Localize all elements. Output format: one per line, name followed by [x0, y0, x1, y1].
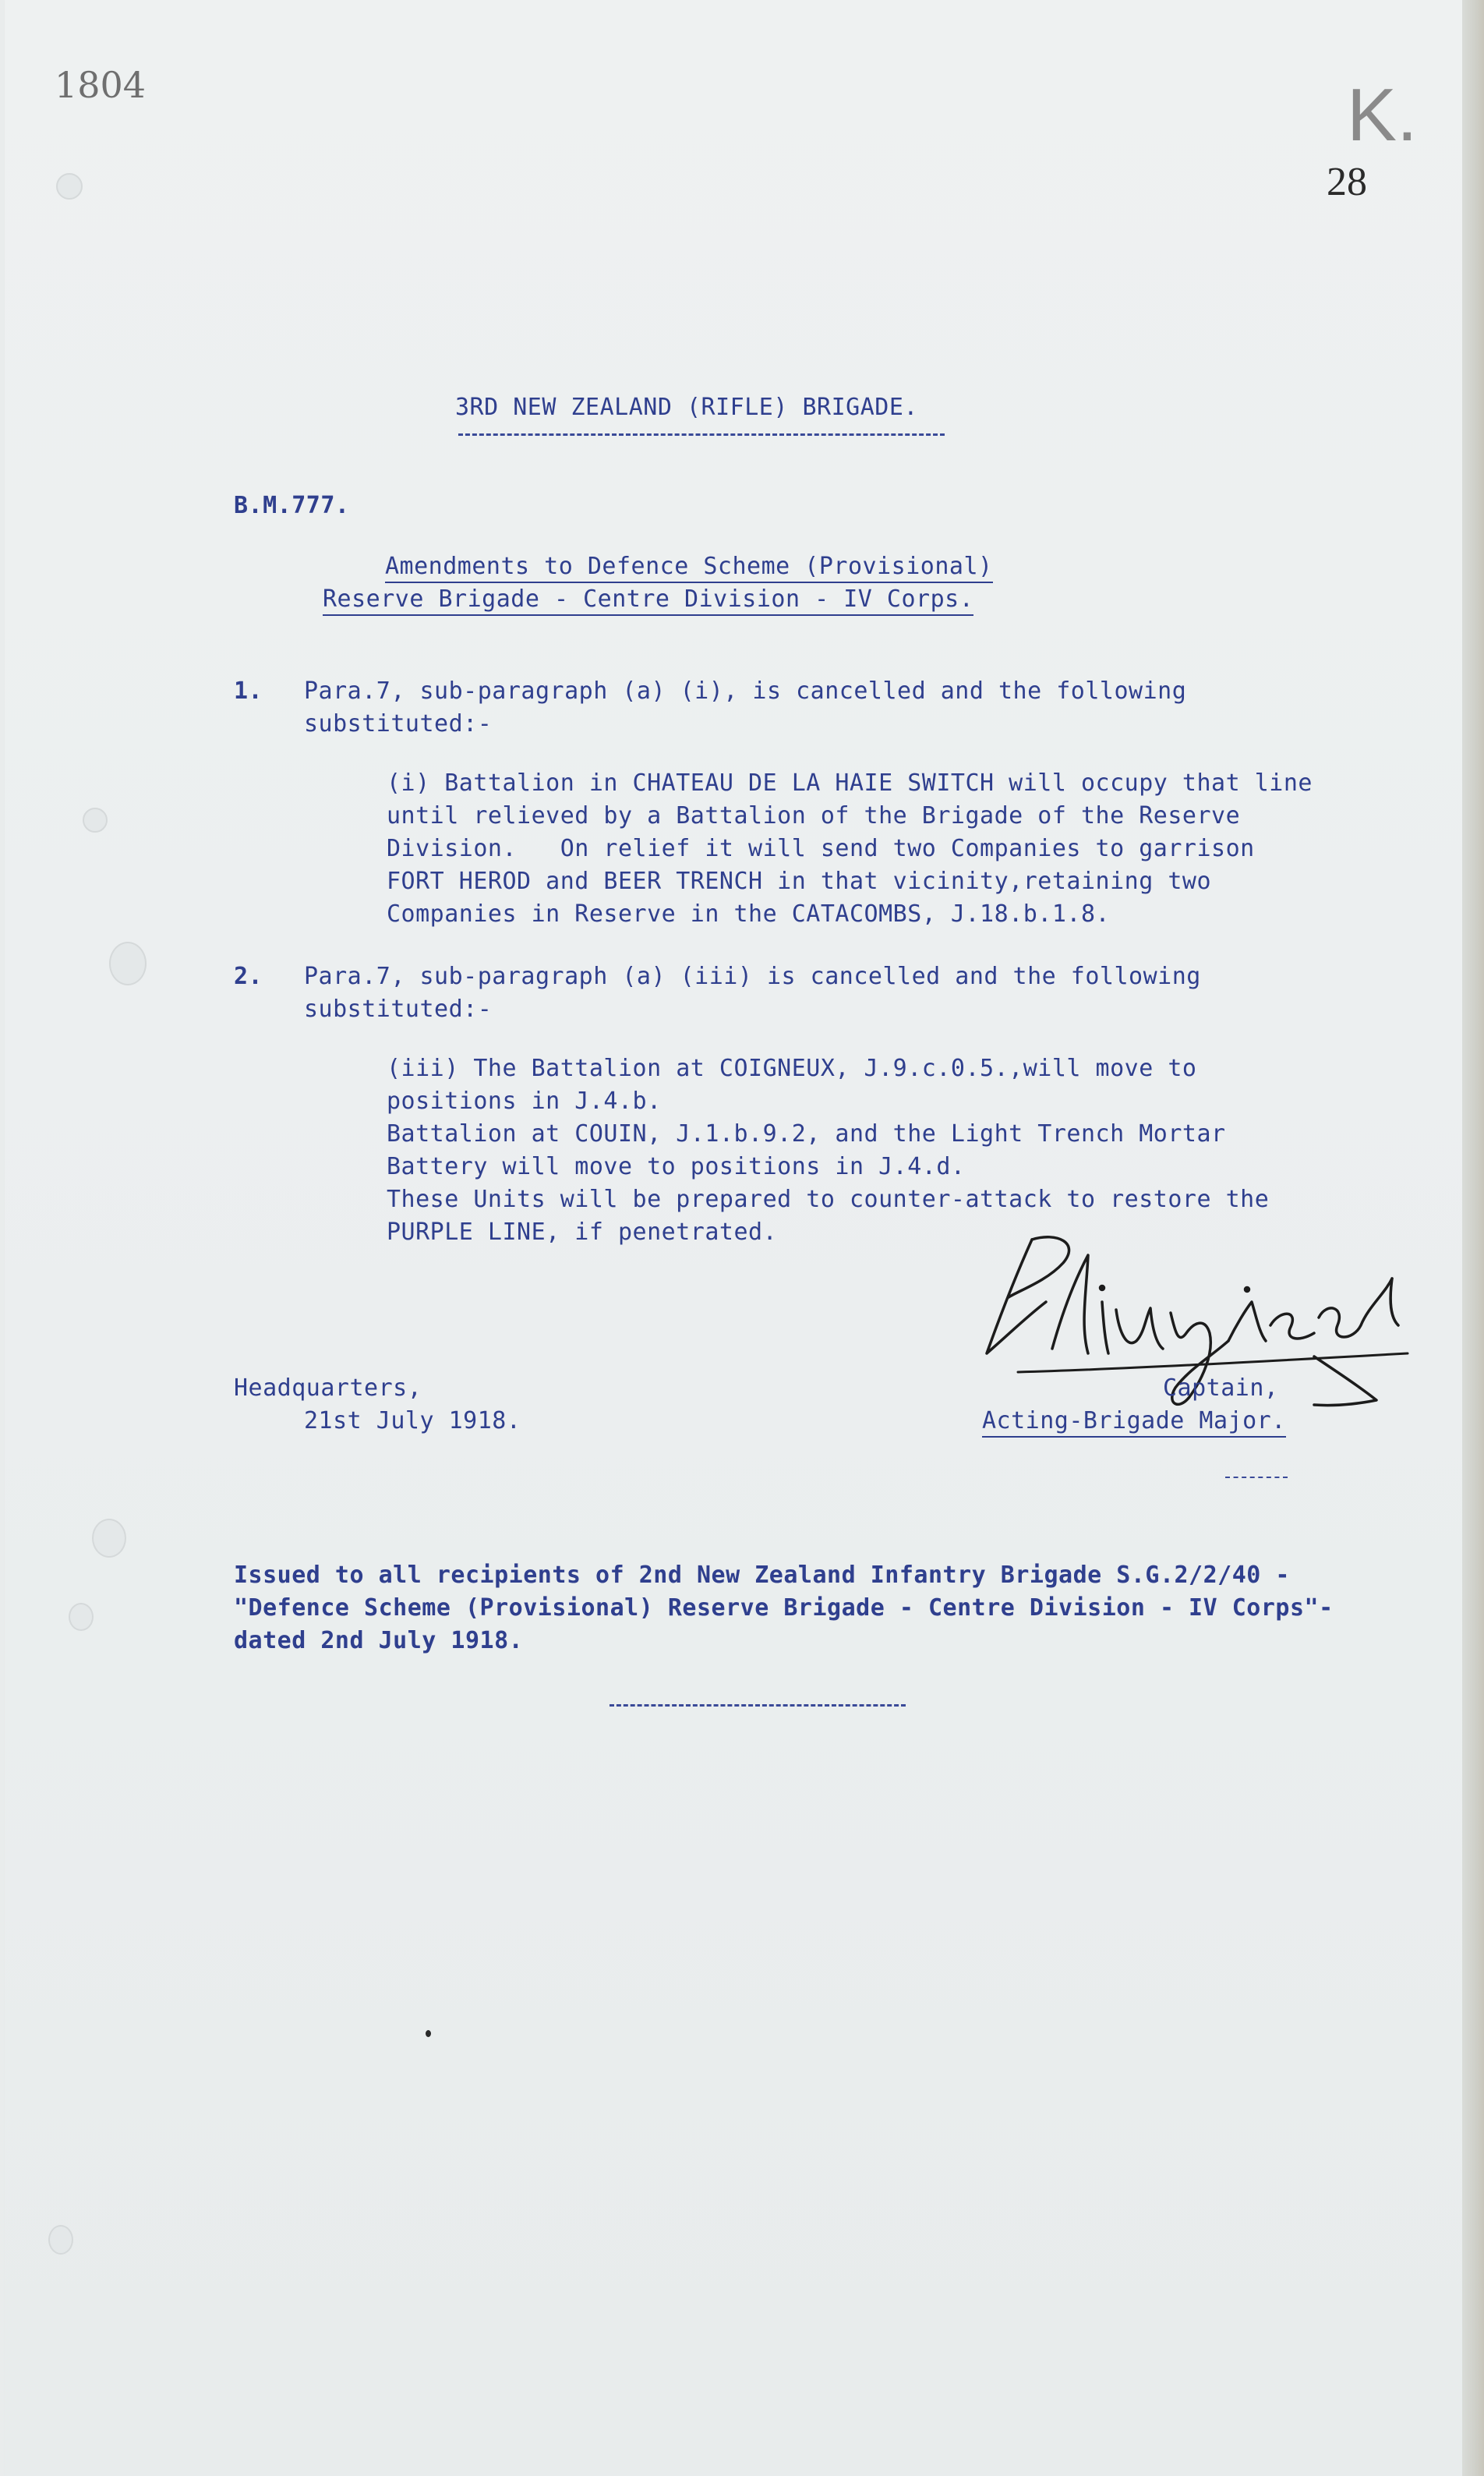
heading-rule — [458, 433, 945, 436]
title-line-2-text: Reserve Brigade - Centre Division - IV Corps. — [323, 585, 973, 616]
paragraph-body-line: Battalion at COUIN, J.1.b.9.2, and the Light Trench Mortar — [387, 1120, 1226, 1148]
distribution-line: "Defence Scheme (Provisional) Reserve Brigade - Centre Division - IV Corps"- — [234, 1594, 1334, 1622]
paragraph-body-line: positions in J.4.b. — [387, 1088, 662, 1115]
closing-rule — [610, 1704, 906, 1707]
distribution-line: Issued to all recipients of 2nd New Zealand Infantry Brigade S.G.2/2/40 - — [234, 1562, 1290, 1589]
signatory-rank: Captain, — [1163, 1374, 1279, 1402]
distribution-line: dated 2nd July 1918. — [234, 1627, 524, 1654]
paragraph-body-line: (iii) The Battalion at COIGNEUX, J.9.c.0.5.,will move to — [387, 1055, 1197, 1082]
file-number: 1804 — [55, 64, 147, 106]
title-line-2 — [323, 585, 974, 613]
paragraph-body-line: until relieved by a Battalion of the Brigade of the Reserve — [387, 802, 1241, 829]
paragraph-number: 1. — [234, 677, 263, 705]
paragraph-body-line: Division. On relief it will send two Companies to garrison — [387, 835, 1255, 862]
signatory-role — [982, 1407, 1286, 1434]
ink-dot — [426, 2030, 431, 2037]
punch-hole — [69, 1603, 94, 1631]
signatory-role-text: Acting-Brigade Major. — [982, 1407, 1286, 1438]
page-number: 28 — [1327, 160, 1367, 204]
punch-hole — [83, 808, 108, 833]
paragraph-body-line: PURPLE LINE, if penetrated. — [387, 1219, 778, 1246]
paragraph-intro-line: substituted:- — [304, 996, 493, 1023]
paragraph-intro-line: Para.7, sub-paragraph (a) (i), is cancelled and the following — [304, 677, 1187, 705]
title-line-1-text: Amendments to Defence Scheme (Provisional) — [385, 553, 993, 583]
paragraph-body-line: Companies in Reserve in the CATACOMBS, J.18.b.1.8. — [387, 900, 1111, 928]
reference-number: B.M.777. — [234, 492, 350, 519]
document-page — [5, 0, 1462, 2476]
paragraph-body-line: (i) Battalion in CHATEAU DE LA HAIE SWITCH will occupy that line — [387, 769, 1313, 797]
paragraph-body-line: Battery will move to positions in J.4.d. — [387, 1153, 966, 1180]
punch-hole — [109, 942, 147, 985]
paragraph-intro-line: Para.7, sub-paragraph (a) (iii) is cancelled and the following — [304, 963, 1201, 990]
paragraph-body-line: FORT HEROD and BEER TRENCH in that vicinity,retaining two — [387, 868, 1212, 895]
punch-hole — [48, 2225, 73, 2255]
paragraph-number: 2. — [234, 963, 263, 990]
paragraph-intro-line: substituted:- — [304, 710, 493, 737]
stray-mark — [1225, 1477, 1288, 1478]
title-line-1 — [385, 555, 993, 578]
page-edge — [1462, 0, 1484, 2476]
document-date: 21st July 1918. — [304, 1407, 521, 1434]
unit-heading: 3RD NEW ZEALAND (RIFLE) BRIGADE. — [455, 394, 918, 421]
headquarters-label: Headquarters, — [234, 1374, 422, 1402]
paragraph-body-line: These Units will be prepared to counter-attack to restore the — [387, 1186, 1270, 1213]
punch-hole — [92, 1519, 126, 1558]
punch-hole — [56, 173, 83, 200]
pencil-letter-k: K. — [1347, 73, 1418, 157]
